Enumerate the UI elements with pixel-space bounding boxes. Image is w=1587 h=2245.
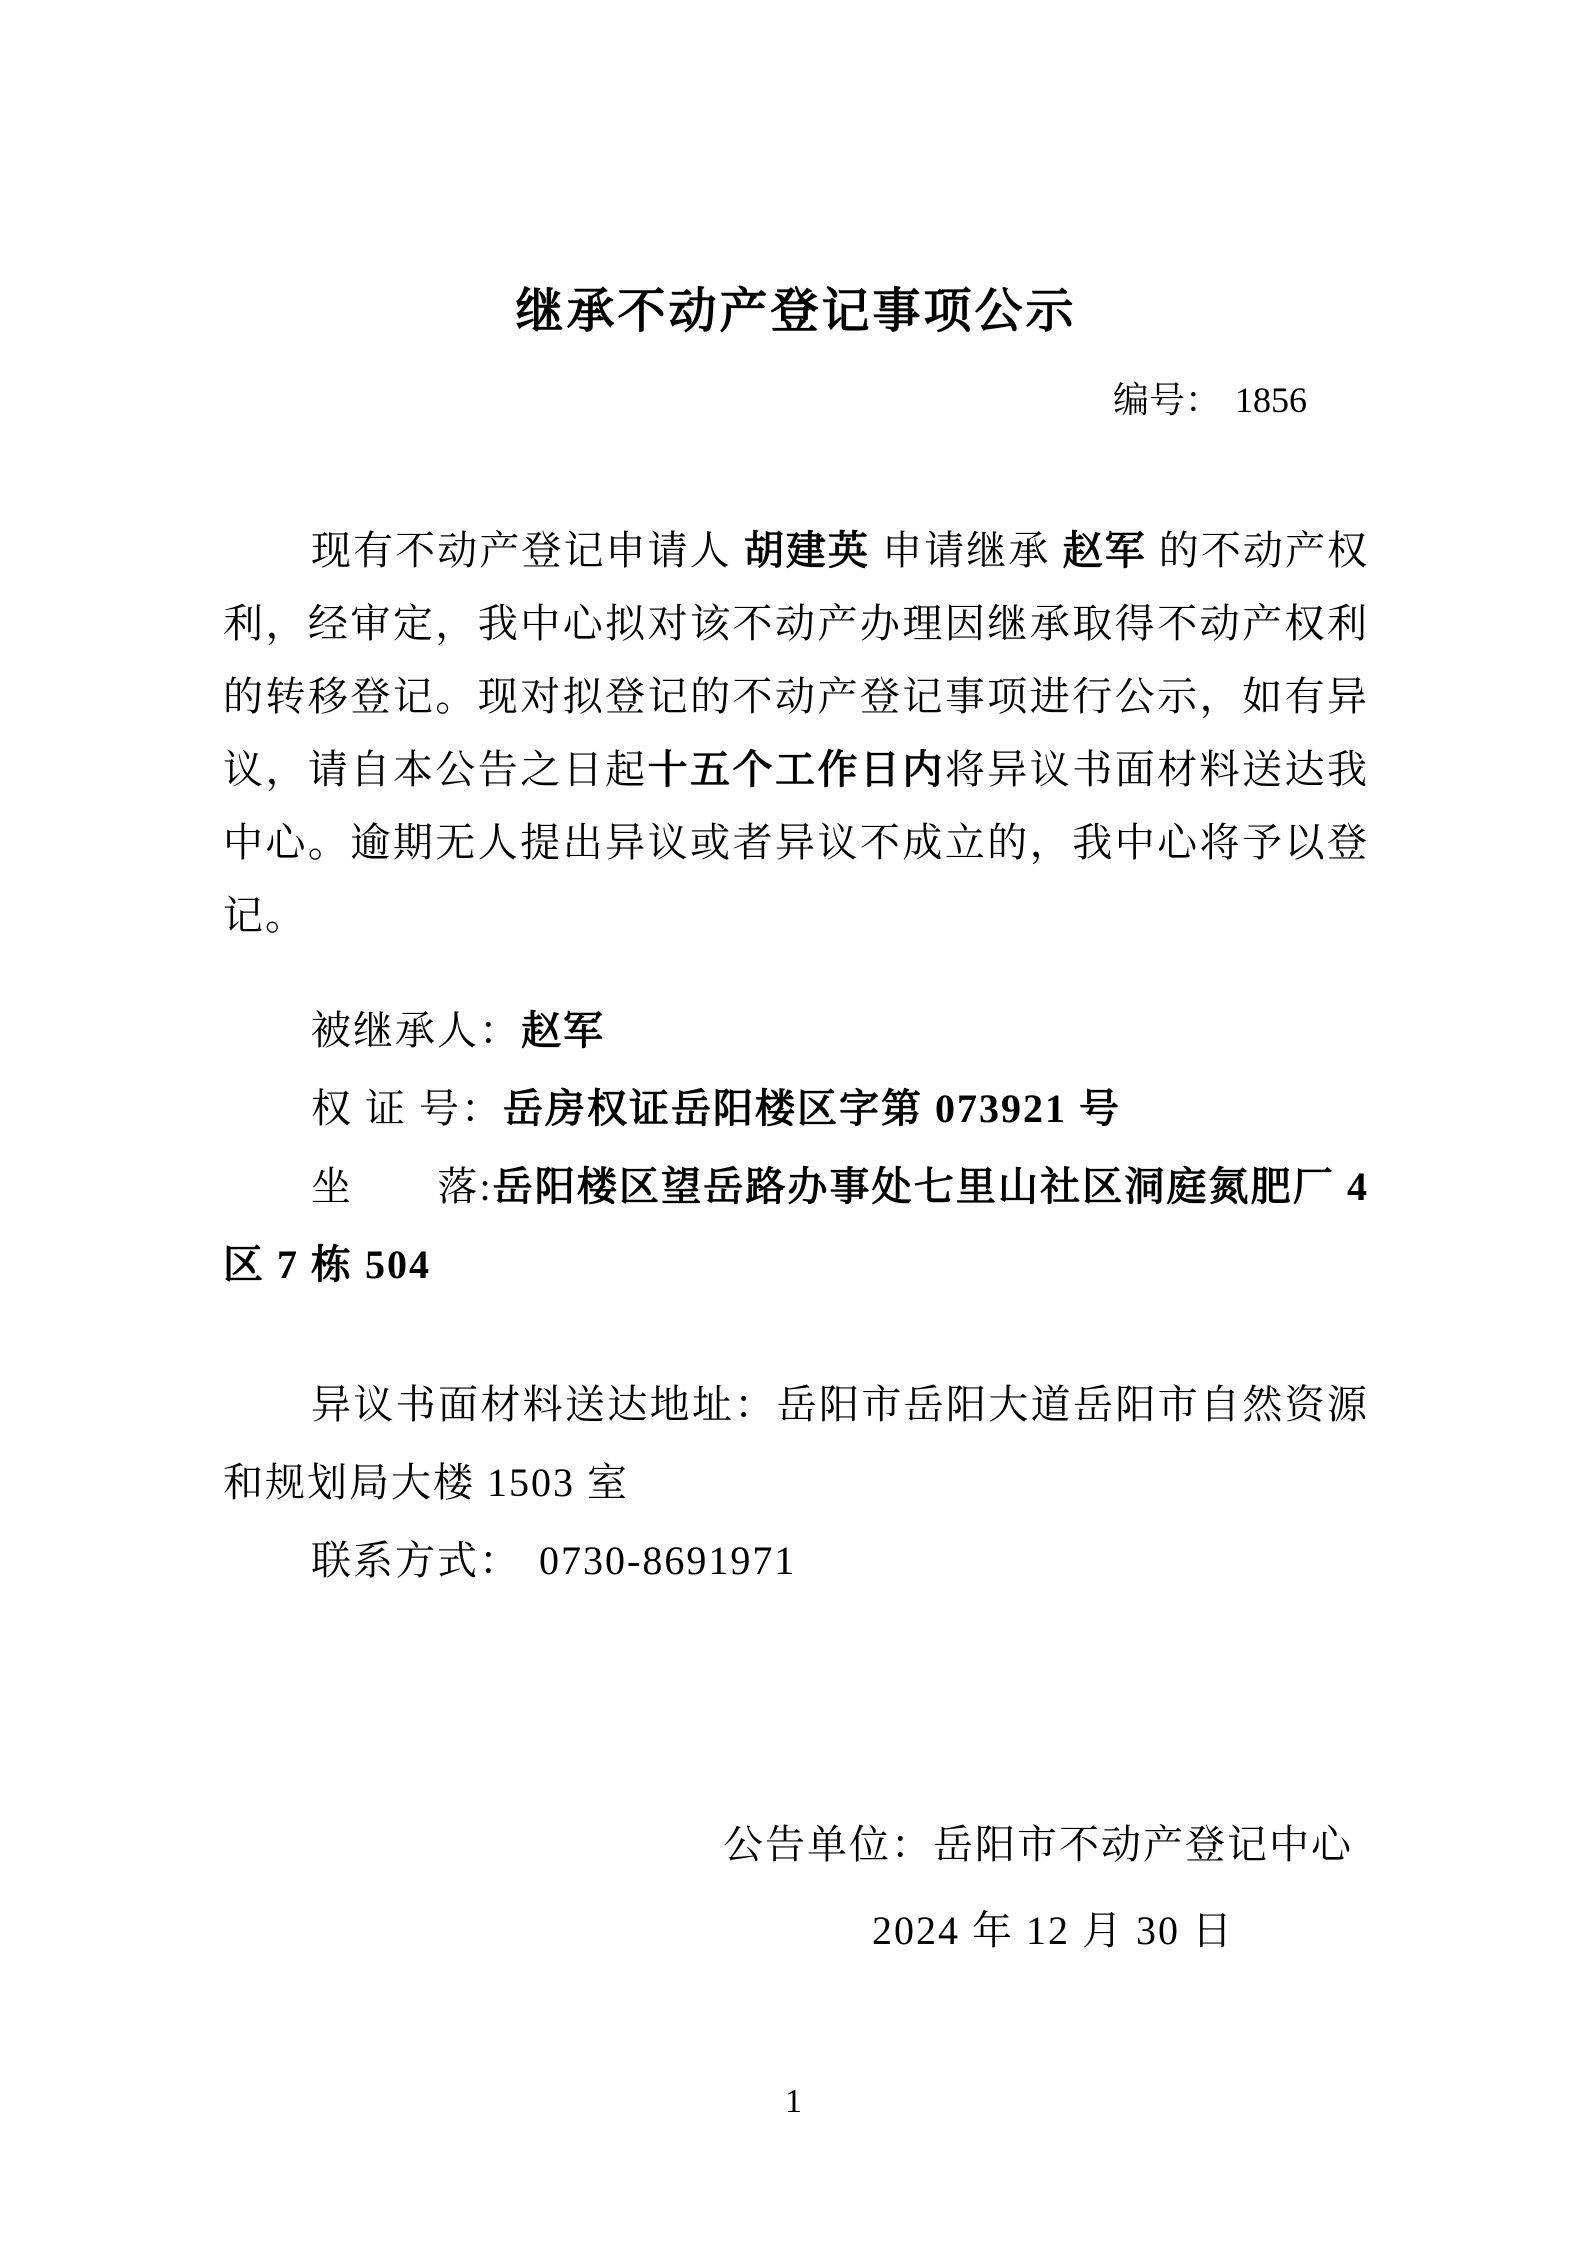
issuer-value: 岳阳市不动产登记中心 [933, 1822, 1353, 1868]
objection-address-label: 异议书面材料送达地址： [311, 1382, 777, 1428]
doc-number-value: 1856 [1235, 380, 1307, 421]
field-row-decedent [223, 992, 1369, 1070]
field-label: 被继承人： [311, 1008, 521, 1054]
field-value: 赵军 [521, 1008, 605, 1054]
body-text: 的不动产权利，经审定，我中心拟对该不动产办理因继承取得不动产权利的转移登记。现对拟登记的不动产登记事项进行公示，如有异议，请自本公告之日起 [223, 528, 1370, 793]
phone-label: 联系方式： [311, 1538, 521, 1584]
field-row-location [223, 1148, 1369, 1304]
doc-number-label: 编号： [1112, 380, 1221, 421]
phone-value: 0730-8691971 [539, 1538, 797, 1584]
body-text: 将异议书面材料送达我中心。逾期无人提出异议或者异议不成立的，我中心将予以登记。 [223, 747, 1370, 939]
field-label: 权 证 号： [311, 1086, 503, 1132]
emphasized-text: 十五个工作日内 [647, 747, 945, 793]
body-text: 现有不动产登记申请人 [311, 528, 744, 574]
field-row-certificate-number [223, 1070, 1369, 1148]
field-value: 岳房权证岳阳楼区字第 073921 号 [503, 1086, 1121, 1132]
field-label: 坐 落: [311, 1164, 493, 1210]
doc-number-line [223, 376, 1369, 424]
page-title: 继承不动产登记事项公示 [515, 285, 1077, 338]
field-value: 岳阳楼区望岳路办事处七里山社区洞庭氮肥厂 4 区 7 栋 504 [223, 1164, 1369, 1288]
page-number: 1 [785, 2083, 802, 2120]
objection-address-line [223, 1366, 1369, 1522]
emphasized-text: 胡建英 [743, 528, 871, 574]
date-line: 2024 年 12 月 30 日 [872, 1908, 1234, 1954]
body-text: 申请继承 [870, 528, 1063, 574]
signature-block [223, 1812, 1369, 1964]
notice-body-paragraph [223, 514, 1369, 952]
emphasized-text: 赵军 [1062, 528, 1147, 574]
field-list [223, 992, 1369, 1304]
contact-section [223, 1366, 1369, 1600]
objection-address-value: 岳阳市岳阳大道岳阳市自然资源和规划局大楼 1503 室 [223, 1382, 1370, 1506]
issuer-line [223, 1812, 1369, 1878]
phone-line [223, 1522, 1369, 1600]
issuer-label: 公告单位： [723, 1822, 933, 1868]
